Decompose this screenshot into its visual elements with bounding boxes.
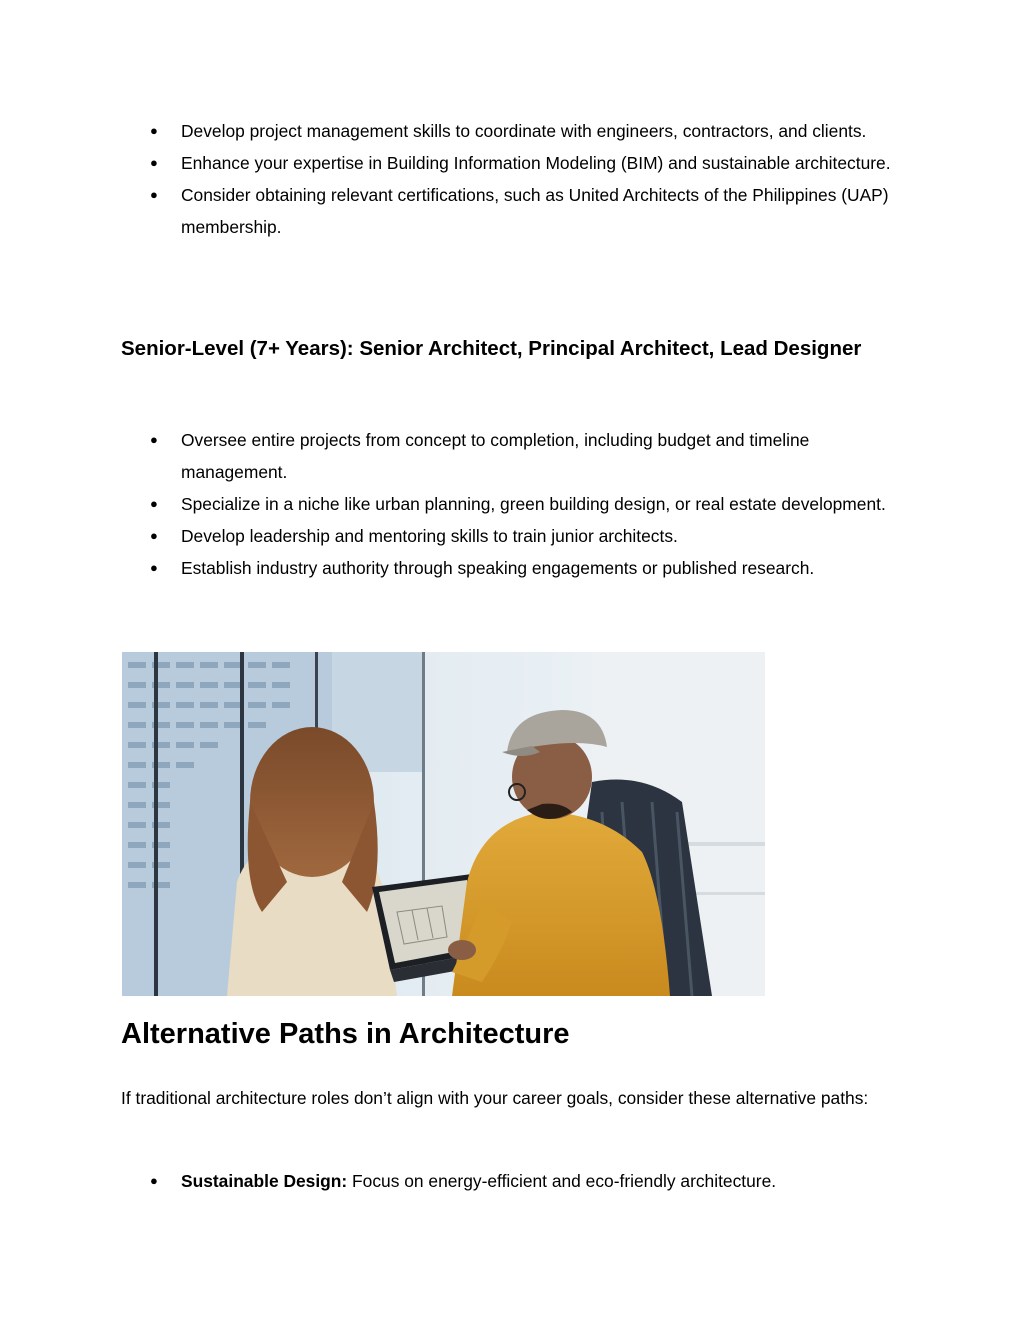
list-item [0, 520, 1024, 552]
mid-level-bullet-list [0, 115, 1024, 243]
bullet-icon: ● [150, 187, 158, 202]
architects-reviewing-laptop-photo [122, 652, 765, 996]
senior-level-bullet-list [0, 424, 1024, 584]
senior-level-heading: Senior-Level (7+ Years): Senior Architect, Principal Architect, Lead Designer [121, 337, 862, 360]
alternative-paths-heading: Alternative Paths in Architecture [121, 1018, 570, 1050]
alternative-paths-intro: If traditional architecture roles don’t align with your career goals, consider these alternative paths: [121, 1088, 869, 1108]
bullet-icon: ● [150, 528, 158, 543]
bullet-icon: ● [150, 560, 158, 575]
list-item-text: Establish industry authority through speaking engagements or published research. [181, 558, 815, 578]
bullet-icon: ● [150, 123, 158, 138]
bullet-icon: ● [150, 432, 158, 447]
list-item-text: Oversee entire projects from concept to completion, including budget and timeline management. [181, 430, 810, 482]
list-item [0, 1165, 1024, 1197]
list-item-text: Specialize in a niche like urban planning, green building design, or real estate development. [181, 494, 886, 514]
list-item-text: Focus on energy-efficient and eco-friendly architecture. [347, 1171, 777, 1191]
list-item [0, 424, 1024, 488]
list-item-text: Consider obtaining relevant certifications, such as United Architects of the Philippines (UAP) membership. [181, 185, 889, 237]
list-item-term: Sustainable Design: [181, 1171, 348, 1191]
list-item [0, 147, 1024, 179]
bullet-icon: ● [150, 1173, 158, 1188]
alternative-paths-bullet-list [0, 1165, 1024, 1197]
bullet-icon: ● [150, 155, 158, 170]
list-item-text: Develop project management skills to coordinate with engineers, contractors, and clients. [181, 121, 867, 141]
list-item [0, 179, 1024, 243]
list-item [0, 552, 1024, 584]
list-item [0, 115, 1024, 147]
list-item-text: Enhance your expertise in Building Information Modeling (BIM) and sustainable architecture. [181, 153, 891, 173]
list-item [0, 488, 1024, 520]
list-item-text: Develop leadership and mentoring skills to train junior architects. [181, 526, 678, 546]
bullet-icon: ● [150, 496, 158, 511]
